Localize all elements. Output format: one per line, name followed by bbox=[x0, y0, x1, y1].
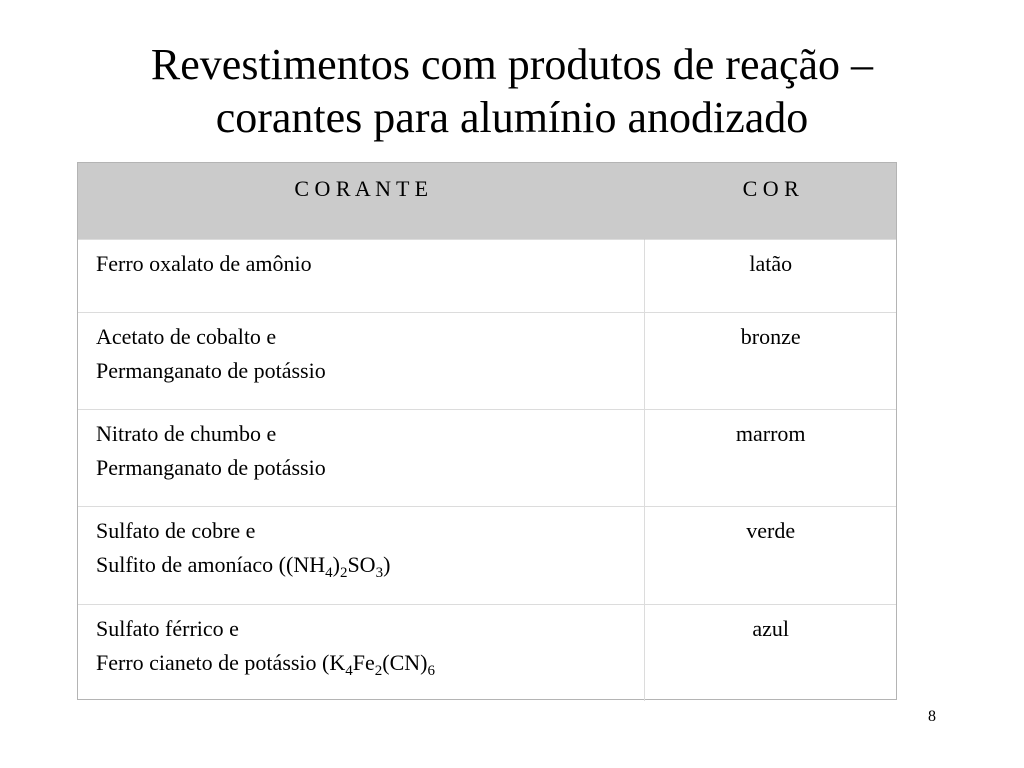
formula-text: SO bbox=[347, 551, 376, 577]
subscript: 4 bbox=[345, 662, 353, 679]
cor-cell: verde bbox=[645, 506, 896, 604]
table-row bbox=[78, 409, 896, 506]
cor-cell: azul bbox=[645, 604, 896, 701]
table-row bbox=[78, 604, 896, 701]
cor-cell: latão bbox=[645, 239, 896, 312]
formula-text: Ferro cianeto de potássio (K bbox=[96, 649, 346, 675]
column-header-corante: C O R A N T E bbox=[78, 163, 645, 239]
corante-cell bbox=[78, 239, 645, 312]
corante-line: Acetato de cobalto e bbox=[96, 323, 277, 349]
corante-line: Nitrato de chumbo e bbox=[96, 420, 277, 446]
slide-title-line-2: corantes para alumínio anodizado bbox=[215, 93, 809, 142]
corante-line bbox=[96, 548, 644, 582]
table-row bbox=[78, 312, 896, 409]
subscript: 2 bbox=[374, 662, 383, 679]
subscript: 2 bbox=[339, 564, 348, 581]
corante-cell bbox=[78, 604, 645, 701]
table-row bbox=[78, 506, 896, 604]
corantes-table-container bbox=[77, 162, 897, 700]
corante-line: Sulfato férrico e bbox=[96, 615, 239, 641]
formula-text: (CN) bbox=[382, 649, 428, 675]
formula-text: Sulfito de amoníaco ((NH bbox=[96, 551, 326, 577]
cor-cell: bronze bbox=[645, 312, 896, 409]
corante-line: Sulfato de cobre e bbox=[96, 517, 256, 543]
corante-line: Permanganato de potássio bbox=[96, 357, 326, 383]
corante-line bbox=[96, 646, 644, 680]
page-number: 8 bbox=[928, 708, 936, 725]
table-header-row bbox=[78, 163, 896, 239]
formula-text: ) bbox=[332, 551, 340, 577]
corantes-table bbox=[78, 163, 896, 701]
corante-cell bbox=[78, 312, 645, 409]
subscript: 3 bbox=[375, 564, 384, 581]
corante-line: Ferro oxalato de amônio bbox=[96, 250, 312, 276]
formula-text: Fe bbox=[352, 649, 375, 675]
subscript: 6 bbox=[427, 662, 435, 679]
column-header-cor: C O R bbox=[742, 176, 799, 201]
cor-cell: marrom bbox=[645, 409, 896, 506]
corante-cell bbox=[78, 506, 645, 604]
table-row bbox=[78, 239, 896, 312]
slide-title bbox=[0, 38, 1024, 144]
corante-cell bbox=[78, 409, 645, 506]
slide-title-line-1: Revestimentos com produtos de reação – bbox=[150, 40, 874, 89]
corante-line: Permanganato de potássio bbox=[96, 454, 326, 480]
subscript: 4 bbox=[325, 564, 333, 581]
formula-text: ) bbox=[383, 551, 391, 577]
